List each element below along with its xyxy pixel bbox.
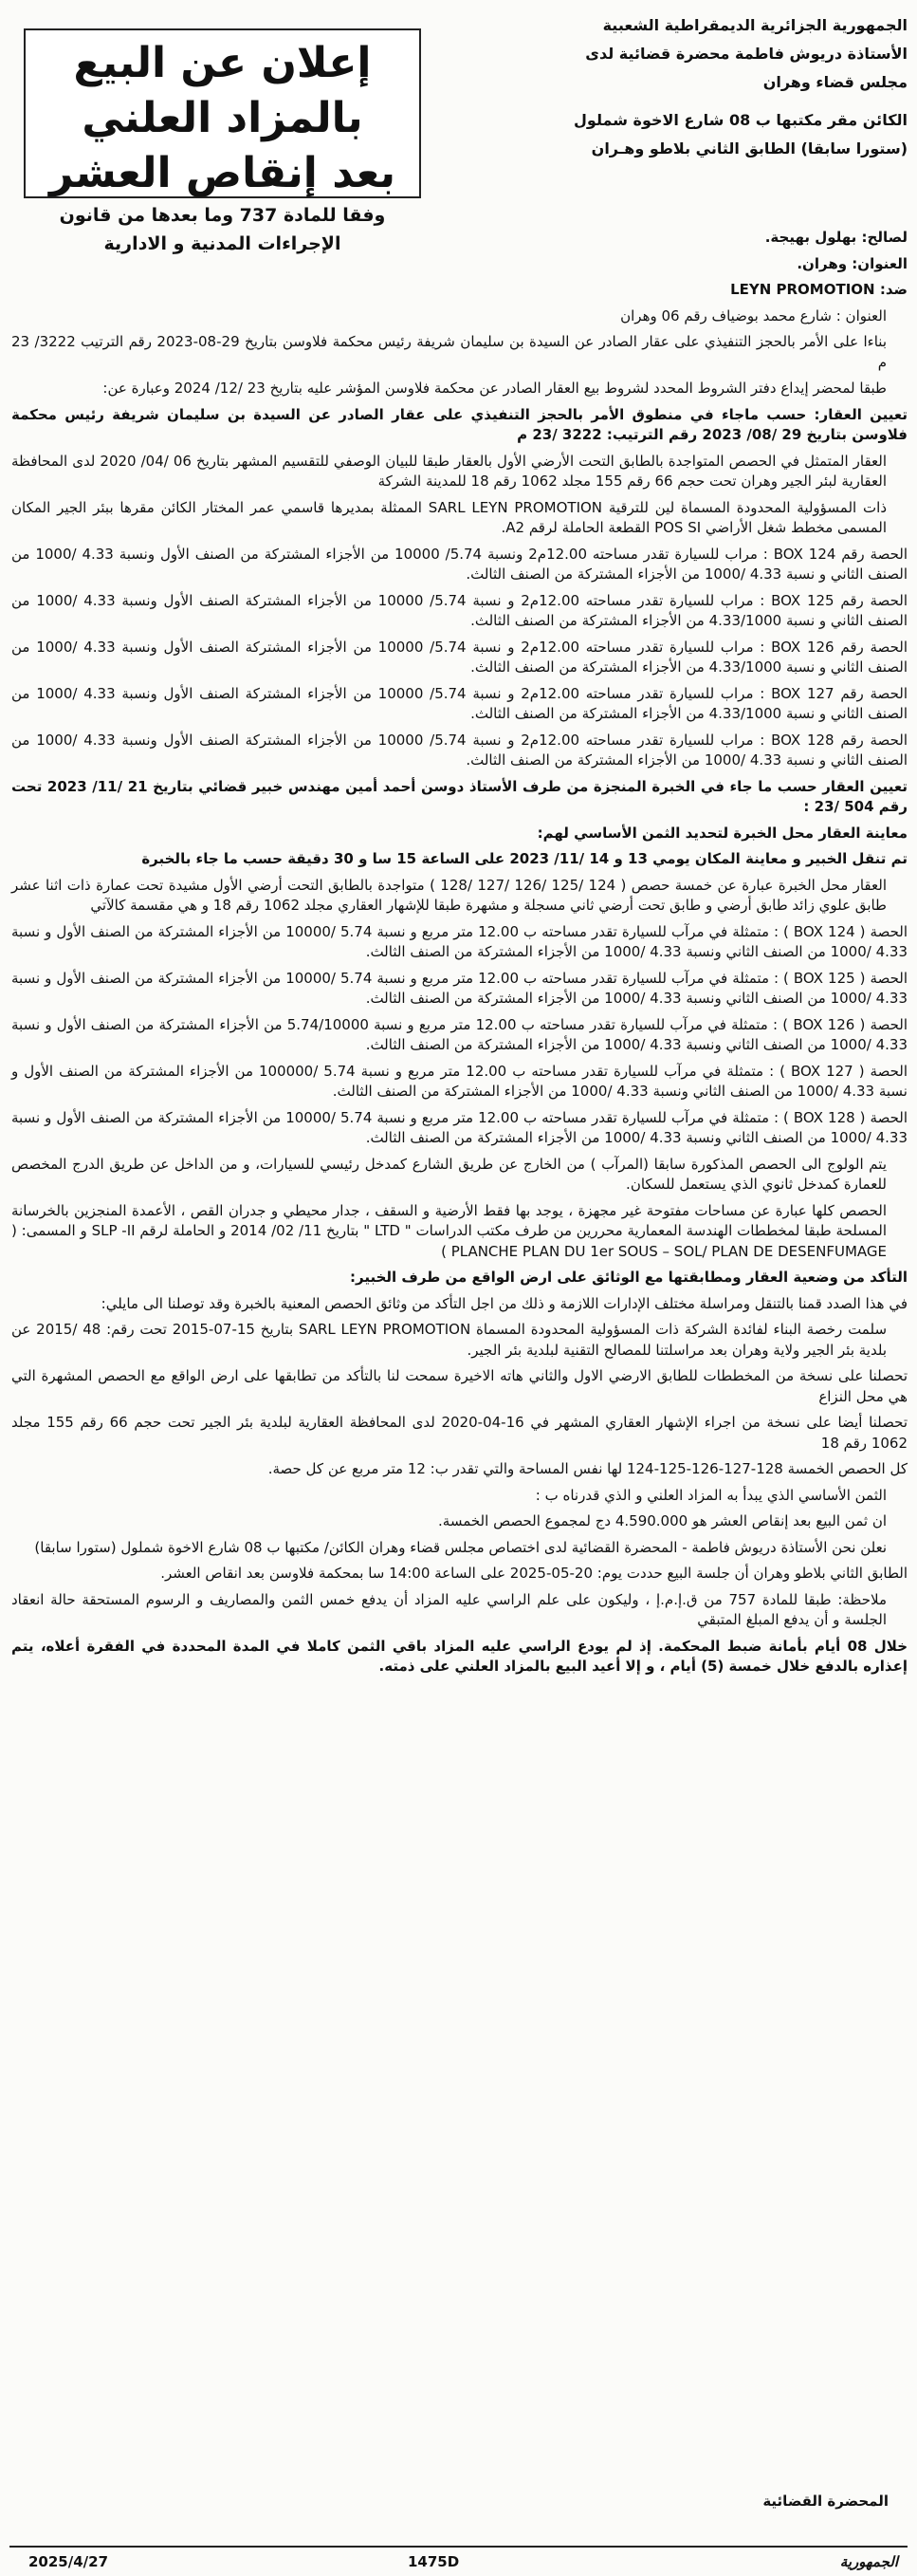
footer-divider [9, 2546, 908, 2548]
lot-expertise-item: الحصة ( BOX 126 ) : متمثلة في مرآب للسيارة تقدر مساحته ب 12.00 متر مربع و نسبة 5.74/10000 من الأجزاء المشتركة من الصنف الأول و نسبة 4.33 /1000 من الصنف الثاني ونسبة 4.33 /1000 من الأجزاء المشتركة من الصنف الثالث. [11, 1015, 908, 1053]
paragraph-3: العقار المتمثل في الحصص المتواجدة بالطابق التحت الأرضي الأول بالعقار طبقا للبيان الوصفي للتقسيم المشهر بتاريخ 06 /04/ 2020 لدى المحافظة العقارية لبئر الجير وهران تحت حجم 66 رقم 155 مجلد 1062 رقم 18 للمدينة الشركة [11, 452, 887, 490]
expertise-visit: تم تنقل الخبير و معاينة المكان يومي 13 و 14 /11/ 2023 على الساعة 15 سا و 30 دقيقة حسب ما جاء بالخبرة [141, 850, 908, 867]
lot-item: الحصة رقم BOX 124 : مراب للسيارة تقدر مساحته 12.00م2 ونسبة 5.74/ 10000 من الأجزاء المشتركة من الصنف الأول ونسبة 4.33 /1000 من الصنف الثاني و نسبة 4.33 /1000 من الأجزاء المشتركة من الصنف الثالث. [11, 545, 908, 583]
verification-p4: تحصلنا أيضا على نسخة من اجراء الإشهار العقاري المشهر في 16-04-2020 لدى المحافظة العقارية لبلدية بئر الجير تحت حجم 66 رقم 155 مجلد 1062 رقم 18 [11, 1414, 908, 1452]
lot-expertise-item: الحصة ( BOX 125 ) : متمثلة في مرآب للسيارة تقدر مساحته ب 12.00 متر مربع و نسبة 5.74 /10000 من الأجزاء المشتركة من الصنف الأول و نسبة 4.33 /1000 من الصنف الثاني ونسبة 4.33 /1000 من الأجزاء المشتركة من الصنف الثالث. [11, 969, 908, 1007]
announcement-body [11, 228, 908, 1683]
party-address-1: العنوان: وهران. [797, 254, 908, 272]
verification-p3: تحصلنا على نسخة من المخططات للطابق الارضي الاول والثاني هاته الاخيرة سمحت لنا بالتأكد من تطابقها على ارض الواقع مع الحصص المشهرة التي هي محل النزاع [11, 1367, 908, 1405]
verification-p1: في هذا الصدد قمنا بالتنقل ومراسلة مختلف الإدارات اللازمة و ذلك من اجل التأكد من وثائق الحصص المعنية بالخبرة وقد توصلنا الى مايلي: [101, 1294, 908, 1312]
access-paragraph-2: الحصص كلها عبارة عن مساحات مفتوحة غير مجهزة ، يوجد بها فقط الأرضية و السقف ، جدار محيطي و جدران القص ، الأعمدة المنجزين بالخرسانة المسلحة طبقا لمخططات الهندسة المعمارية محررين من طرف مكتب الدراسات " LTD " بتاريخ 11/ 02/ 2014 و الحاملة لرقم SLP -II و المسمى: ( PLANCHE PLAN DU 1er SOUS – SOL/ PLAN DE DESENFUMAGE ) [11, 1201, 888, 1260]
court-line-3: مجلس قضاء وهران [762, 73, 908, 91]
verification-p5: كل الحصص الخمسة 128-127-126-125-124 لها نفس المساحة والتي تقدر ب: 12 متر مربع عن كل حصة. [267, 1460, 908, 1477]
court-line-2: الأستاذة دريوش فاطمة محضرة قضائية لدى [585, 45, 908, 63]
court-block [462, 11, 908, 163]
sale-p4: الطابق الثاني بلاطو وهران أن جلسة البيع حددت يوم: 20-05-2025 على الساعة 14:00 سا بمحكمة فلاوسن بعد انقاص العشر. [160, 1565, 908, 1582]
party-basis: بناءا على الأمر بالحجز التنفيذي على عقار الصادر عن السيدة بن سليمان شريفة رئيس محكمة فلاوسن بتاريخ 29-08-2023 رقم الترتيب 3222/ 23 م [11, 333, 888, 371]
newspaper-name: الجمهورية [839, 2553, 898, 2570]
court-line-1: الجمهورية الجزائرية الديمقراطية الشعبية [602, 16, 908, 34]
lot-item: الحصة رقم BOX 125 : مراب للسيارة تقدر مساحته 12.00م2 و نسبة 5.74/ 10000 من الأجزاء المشتركة الصنف الأول ونسبة 4.33 /1000 من الصنف الثاني و نسبة 4.33/1000 من الأجزاء المشتركة من الصنف الثالث. [11, 591, 908, 629]
expertise-heading: تعيين العقار حسب ما جاء في الخبرة المنجزة من طرف الأستاذ دوسن أحمد أمين مهندس خبير قضائي بتاريخ 21 /11/ 2023 تحت رقم 504 /23 : [11, 777, 908, 815]
lot-item: الحصة رقم BOX 126 : مراب للسيارة تقدر مساحته 12.00م2 و نسبة 5.74/ 10000 من الأجزاء المشتركة الصنف الأول ونسبة 4.33 /1000 من الصنف الثاني و نسبة 4.33/1000 من الأجزاء المشتركة من الصنف الثالث. [11, 638, 908, 676]
court-line-5: (ستورا سابقا) الطابق الثاني بلاطو وهـران [591, 139, 908, 158]
party-for: لصالح: بهلول بهيجة. [764, 229, 908, 246]
expertise-subheading: معاينة العقار محل الخبرة لتحديد الثمن الأساسي لهم: [537, 824, 908, 842]
sale-p2: ان ثمن البيع بعد إنقاص العشر هو 4.590.000 دج لمجموع الحصص الخمسة. [438, 1512, 887, 1529]
lot-item: الحصة رقم BOX 128 : مراب للسيارة تقدر مساحته 12.00م2 و نسبة 5.74/ 10000 من الأجزاء المشتركة الصنف الأول ونسبة 4.33 /1000 من الصنف الثاني و نسبة 4.33 /1000 من الأجزاء المشتركة من الصنف الثالث. [11, 731, 908, 769]
title-box [24, 28, 421, 254]
lot-expertise-item: الحصة ( BOX 128 ) : متمثلة في مرآب للسيارة تقدر مساحته ب 12.00 متر مربع و نسبة 5.74 /10000 من الأجزاء المشتركة من الصنف الأول و نسبة 4.33 /1000 من الصنف الثاني ونسبة 4.33 /1000 من الأجزاء المشتركة من الصنف الثالث. [11, 1108, 908, 1146]
sale-p1: الثمن الأساسي الذي يبدأ به المزاد العلني و الذي قدرناه ب : [535, 1486, 887, 1504]
court-line-4: الكائن مقر مكتبها ب 08 شارع الاخوة شملول [574, 111, 908, 129]
sale-p6: خلال 08 أيام بأمانة ضبط المحكمة. إذ لم يودع الراسي عليه المزاد باقي الثمن كاملا في المدة المحددة في الفقرة أعلاه، يتم إعذاره بالدفع خلال خمسة (5) أيام ، و إلا أعيد البيع بالمزاد العلني على ذمته. [11, 1637, 908, 1675]
expertise-description: العقار محل الخبرة عبارة عن خمسة حصص ( 124 /125 /126 /127 /128 ) متواجدة بالطابق التحت أرضي الأول مشيدة تحت عمارة ذات اثنا عشر طابق علوي زائد طابق أرضي و طابق تحت أرضي ثاني مسجلة و مشهرة طبقا للإشهار العقاري مجلد 1062 رقم 18 و هي مقسمة كالآتي [11, 876, 887, 914]
lot-expertise-item: الحصة ( BOX 127 ) : متمثلة في مرآب للسيارة تقدر مساحته ب 12.00 متر مربع و نسبة 5.74 /100000 من الأجزاء المشتركة من الصنف الأول و نسبة 4.33 /1000 من الصنف الثاني ونسبة 4.33 /1000 من الأجزاء المشتركة من الصنف الثالث. [11, 1062, 908, 1100]
paragraph-4: ذات المسؤولية المحدودة المسماة لين للترقية SARL LEYN PROMOTION الممثلة بمديرها قاسمي عمر المختار الكائن مقرها ببئر الجير المكان المسمى مخطط شغل الأراضي POS SI القطعة الحاملة لرقم A2. [11, 498, 887, 536]
title-line-2: بعد إنقاص العشر [49, 149, 395, 197]
verification-p2: سلمت رخصة البناء لفائدة الشركة ذات المسؤولية المحدودة المسماة SARL LEYN PROMOTION بتاريخ 15-07-2015 تحت رقم: 48 /2015 عن بلدية بئر الجير ولاية وهران بعد مراسلتنا للمصالح التقنية لبلدية بئر الجير. [11, 1321, 888, 1359]
paragraph-1: طبقا لمحضر إيداع دفتر الشروط المحدد لشروط بيع العقار الصادر عن محكمة فلاوسن المؤشر عليه بتاريخ 23 /12/ 2024 وعبارة عن: [102, 380, 887, 397]
signature: المحضرة القضائية [762, 2493, 889, 2510]
party-address-2: العنوان : شارع محمد بوضياف رقم 06 وهران [620, 306, 887, 324]
title-line-1: إعلان عن البيع بالمزاد العلني [73, 39, 372, 142]
title-line-3: وفقا للمادة 737 وما بعدها من قانون الإجراءات المدنية و الادارية [59, 205, 386, 254]
party-against: ضد: LEYN PROMOTION [730, 281, 908, 298]
paragraph-2: تعيين العقار: حسب ماجاء في منطوق الأمر بالحجز التنفيذي على عقار الصادر عن السيدة بن سليمان شريفة رئيس محكمة فلاوسن بتاريخ 29 /08/ 2023 رقم الترتيب: 3222 /23 م [11, 405, 908, 443]
sale-p5: ملاحظة: طبقا للمادة 757 من ق.إ.م.إ ، وليكون على علم الراسي عليه المزاد أن يدفع خمس الثمن والمصاريف و الرسوم المستحقة حالة انعقاد الجلسة و أن يدفع المبلغ المتبقي [11, 1590, 887, 1628]
announcement-code: 1475D [408, 2553, 460, 2570]
sale-p3: نعلن نحن الأستاذة دريوش فاطمة - المحضرة القضائية لدى اختصاص مجلس قضاء وهران الكائن/ مكتبها ب 08 شارع الاخوة شملول (ستورا سابقا) [34, 1538, 887, 1556]
lot-item: الحصة رقم BOX 127 : مراب للسيارة تقدر مساحته 12.00م2 و نسبة 5.74/ 10000 من الأجزاء المشتركة الصنف الأول ونسبة 4.33 /1000 من الصنف الثاني و نسبة 4.33/1000 من الأجزاء المشتركة من الصنف الثالث. [11, 684, 908, 722]
access-paragraph-1: يتم الولوج الى الحصص المذكورة سابقا (المرآب ) من الخارج عن طريق الشارع كمدخل رئيسي للسيارات، و من الداخل عن طريق الدرج المخصص للعمارة كمدخل ثانوي الذي يستعمل للسكان. [11, 1155, 887, 1193]
publication-date: 2025/4/27 [28, 2553, 109, 2570]
verification-heading: التأكد من وضعية العقار ومطابقتها مع الوثائق على ارض الواقع من طرف الخبير: [350, 1269, 908, 1286]
lot-expertise-item: الحصة ( BOX 124 ) : متمثلة في مرآب للسيارة تقدر مساحته ب 12.00 متر مربع و نسبة 5.74 /10000 من الأجزاء المشتركة من الصنف الأول و نسبة 4.33 /1000 من الصنف الثاني ونسبة 4.33 /1000 من الأجزاء المشتركة من الصنف الثالث. [11, 922, 908, 960]
